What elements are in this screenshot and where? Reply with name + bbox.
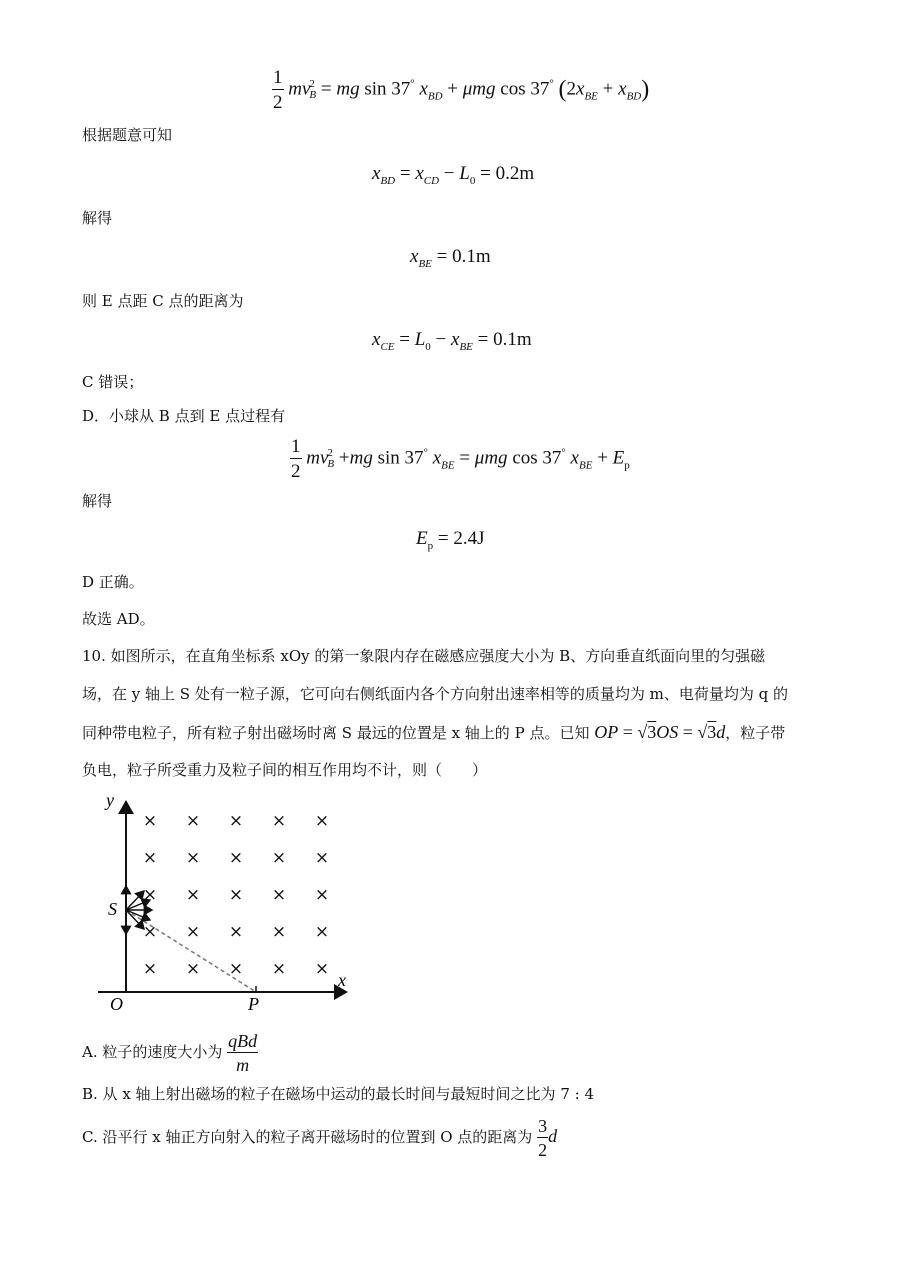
magnetic-field-figure bbox=[88, 790, 368, 1020]
field-cross: × bbox=[228, 922, 244, 942]
question-10-line-3a: 同种带电粒子，所有粒子射出磁场时离 S 最远的位置是 x 轴上的 P 点。已知 bbox=[82, 724, 590, 742]
equation-xbd: $x_{BD} = x_{CD} - L_0 = 0.2m$ bbox=[372, 163, 535, 187]
field-cross: × bbox=[142, 811, 158, 831]
text-c-wrong: C 错误； bbox=[82, 373, 144, 391]
origin-label: O bbox=[110, 994, 123, 1014]
question-10-line-1: 10. 如图所示，在直角坐标系 xOy 的第一象限内存在磁感应强度大小为 B、方向垂直纸面向里的匀强磁 bbox=[82, 647, 766, 665]
eq6-value: 2.4J bbox=[453, 528, 485, 549]
field-cross: × bbox=[314, 959, 330, 979]
question-10-line-4: 负电，粒子所受重力及粒子间的相互作用均不计，则（ ） bbox=[82, 761, 488, 779]
field-cross: × bbox=[314, 885, 330, 905]
question-10-line-2: 场，在 y 轴上 S 处有一粒子源，它可向右侧纸面内各个方向射出速率相等的质量均为 m、电荷量均为 q 的 bbox=[82, 685, 788, 703]
equation-energy-1: $\frac{1}{2}$ mv 2 B = mg sin 37° $x_{BD} + \mu mg$ cos 37° $(2x_{BE} + x_{BD})$ bbox=[273, 67, 650, 113]
field-crosses bbox=[143, 811, 329, 979]
field-cross: × bbox=[314, 848, 330, 868]
field-cross: × bbox=[314, 811, 330, 831]
field-cross: × bbox=[185, 922, 201, 942]
point-p-label: P bbox=[248, 994, 259, 1014]
field-cross: × bbox=[185, 848, 201, 868]
field-cross: × bbox=[271, 885, 287, 905]
field-cross: × bbox=[185, 811, 201, 831]
field-cross: × bbox=[228, 885, 244, 905]
field-cross: × bbox=[185, 885, 201, 905]
given-equation: OP = √3OS = √3d bbox=[594, 722, 726, 742]
option-a-text: A. 粒子的速度大小为 bbox=[82, 1043, 223, 1061]
option-c-fraction: $\frac{3}{2}$ bbox=[538, 1116, 548, 1160]
field-cross: × bbox=[228, 848, 244, 868]
field-cross: × bbox=[228, 959, 244, 979]
text-d-intro: D．小球从 B 点到 E 点过程有 bbox=[82, 407, 286, 425]
text-then-e-c: 则 E 点距 C 点的距离为 bbox=[82, 292, 244, 310]
equation-xbe: $x_{BE} = 0.1m$ bbox=[410, 246, 491, 270]
field-cross: × bbox=[271, 959, 287, 979]
question-10-line-3 bbox=[82, 721, 785, 744]
field-cross: × bbox=[271, 811, 287, 831]
eq4-value: 0.1m bbox=[493, 329, 532, 350]
option-a bbox=[82, 1032, 258, 1074]
field-cross: × bbox=[142, 885, 158, 905]
text-according: 根据题意可知 bbox=[82, 126, 173, 144]
y-axis-label: y bbox=[106, 790, 114, 810]
equation-ep: $E_p = 2.4J$ bbox=[416, 528, 485, 552]
field-cross: × bbox=[185, 959, 201, 979]
field-cross: × bbox=[142, 922, 158, 942]
field-cross: × bbox=[314, 922, 330, 942]
point-s-label: S bbox=[108, 899, 117, 919]
equation-xce: $x_{CE} = L_0 - x_{BE} = 0.1m$ bbox=[372, 329, 532, 353]
text-solve-2: 解得 bbox=[82, 492, 113, 510]
option-b: B. 从 x 轴上射出磁场的粒子在磁场中运动的最长时间与最短时间之比为 7 : 4 bbox=[82, 1085, 595, 1103]
text-solve-1: 解得 bbox=[82, 209, 113, 227]
equation-energy-2: $\frac{1}{2}$ mv 2 B +mg sin 37° $x_{BE} = \mu mg$ cos 37° $x_{BE} + E_p$ bbox=[291, 436, 630, 482]
text-d-right: D 正确。 bbox=[82, 573, 144, 591]
option-c-text: C. 沿平行 x 轴正方向射入的粒子离开磁场时的位置到 O 点的距离为 bbox=[82, 1128, 533, 1146]
eq3-value: 0.1m bbox=[452, 246, 491, 267]
option-a-fraction: $\frac{\text{qBd}}{m}$ bbox=[228, 1031, 258, 1075]
text-choose: 故选 AD。 bbox=[82, 610, 155, 628]
x-axis-label: x bbox=[338, 970, 346, 990]
field-cross: × bbox=[142, 959, 158, 979]
question-10-line-3b: ，粒子带 bbox=[725, 724, 786, 742]
option-c: C. 沿平行 x 轴正方向射入的粒子离开磁场时的位置到 O 点的距离为 $\frac{3}{2}$ d bbox=[82, 1116, 558, 1160]
field-cross: × bbox=[228, 811, 244, 831]
field-cross: × bbox=[271, 848, 287, 868]
eq2-value: 0.2m bbox=[495, 163, 535, 184]
field-cross: × bbox=[142, 848, 158, 868]
field-cross: × bbox=[271, 922, 287, 942]
